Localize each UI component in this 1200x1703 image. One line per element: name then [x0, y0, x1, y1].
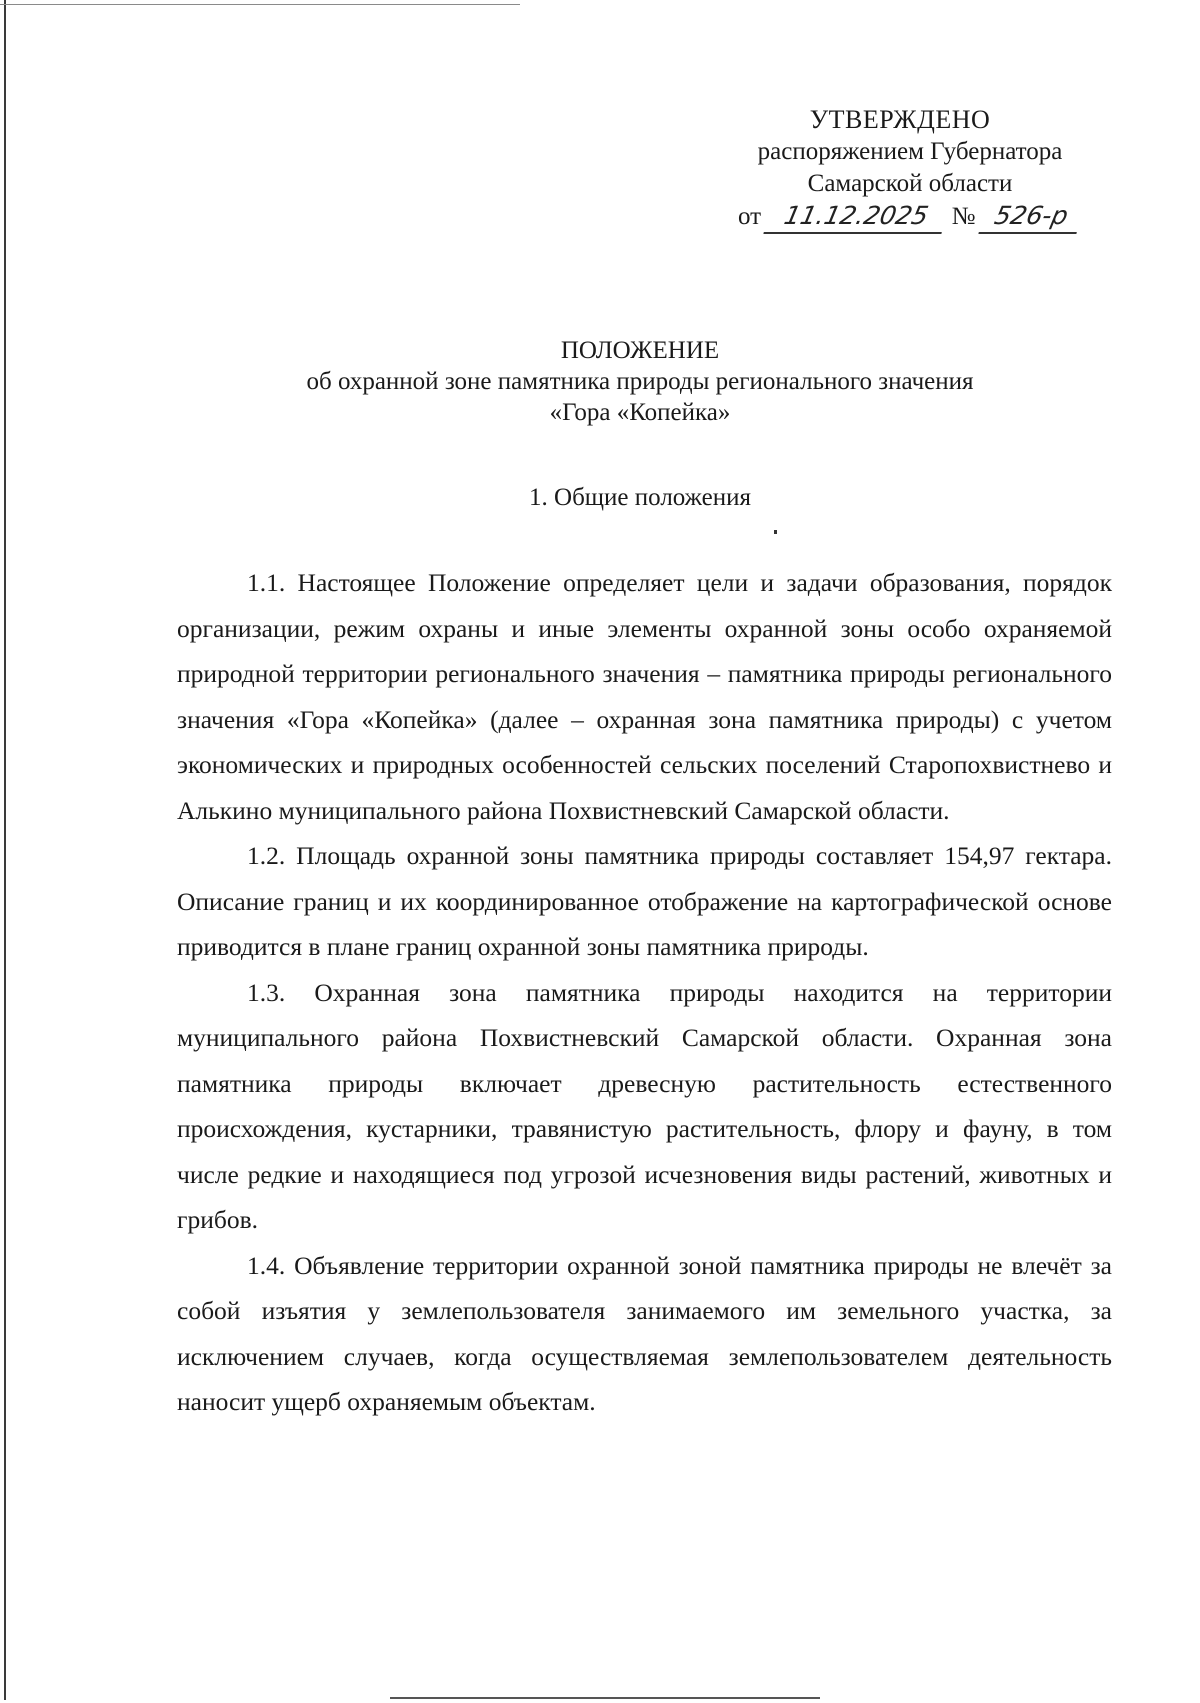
paragraph-1-4: 1.4. Объявление территории охранной зоной памятника природы не влечёт за собой изъятия у землепользователя занимаемого им земельного участка, за исключением случаев, когда осуществляемая землепользователем деятельность наносит ущерб охраняемым объектам.	[177, 1250, 1112, 1416]
document-subheading-line-2: «Гора «Копейка»	[549, 399, 731, 426]
paragraph-1-1: 1.1. Настоящее Положение определяет цели и задачи образования, порядок организации, режим охраны и иные элементы охранной зоны особо охраняемой природной территории регионального значения – памятника природы регионального значения «Гора «Копейка» (далее – охранная зона памятника природы) с учетом экономических и природных особенностей сельских поселений Старопохвистнево и Алькино муниципального района Похвистневский Самарской области.	[177, 568, 1112, 825]
document-body	[177, 560, 1112, 1425]
date-prefix: от	[738, 203, 762, 230]
scan-edge-top	[0, 4, 520, 5]
number-prefix: №	[951, 203, 976, 230]
approval-title: УТВЕРЖДЕНО	[809, 105, 991, 134]
document-title-block	[240, 335, 1040, 428]
scan-speck	[774, 530, 777, 534]
scan-edge-left	[4, 0, 6, 1700]
approval-line-2: Самарской области	[807, 170, 1013, 197]
approval-stamp-block	[700, 104, 1120, 234]
paragraph-1-2: 1.2. Площадь охранной зоны памятника природы составляет 154,97 гектара. Описание границ и их координированное отображение на картографической основе приводится в плане границ охранной зоны памятника природы.	[177, 841, 1112, 961]
approval-line-1: распоряжением Губернатора	[757, 138, 1063, 165]
document-heading: ПОЛОЖЕНИЕ	[560, 337, 720, 364]
handwritten-number: 526-р	[978, 200, 1083, 234]
approval-date-line	[700, 200, 1120, 234]
scan-edge-bottom	[390, 1697, 820, 1699]
section-title: 1. Общие положения	[529, 484, 751, 511]
handwritten-date: 11.12.2025	[764, 200, 949, 234]
document-subheading-line-1: об охранной зоне памятника природы регионального значения	[306, 368, 974, 395]
paragraph-1-3: 1.3. Охранная зона памятника природы находится на территории муниципального района Похвистневский Самарской области. Охранная зона памятника природы включает древесную растительность естественного происхождения, кустарники, травянистую растительность, флору и фауну, в том числе редкие и находящиеся под угрозой исчезновения виды растений, животных и грибов.	[177, 977, 1112, 1234]
